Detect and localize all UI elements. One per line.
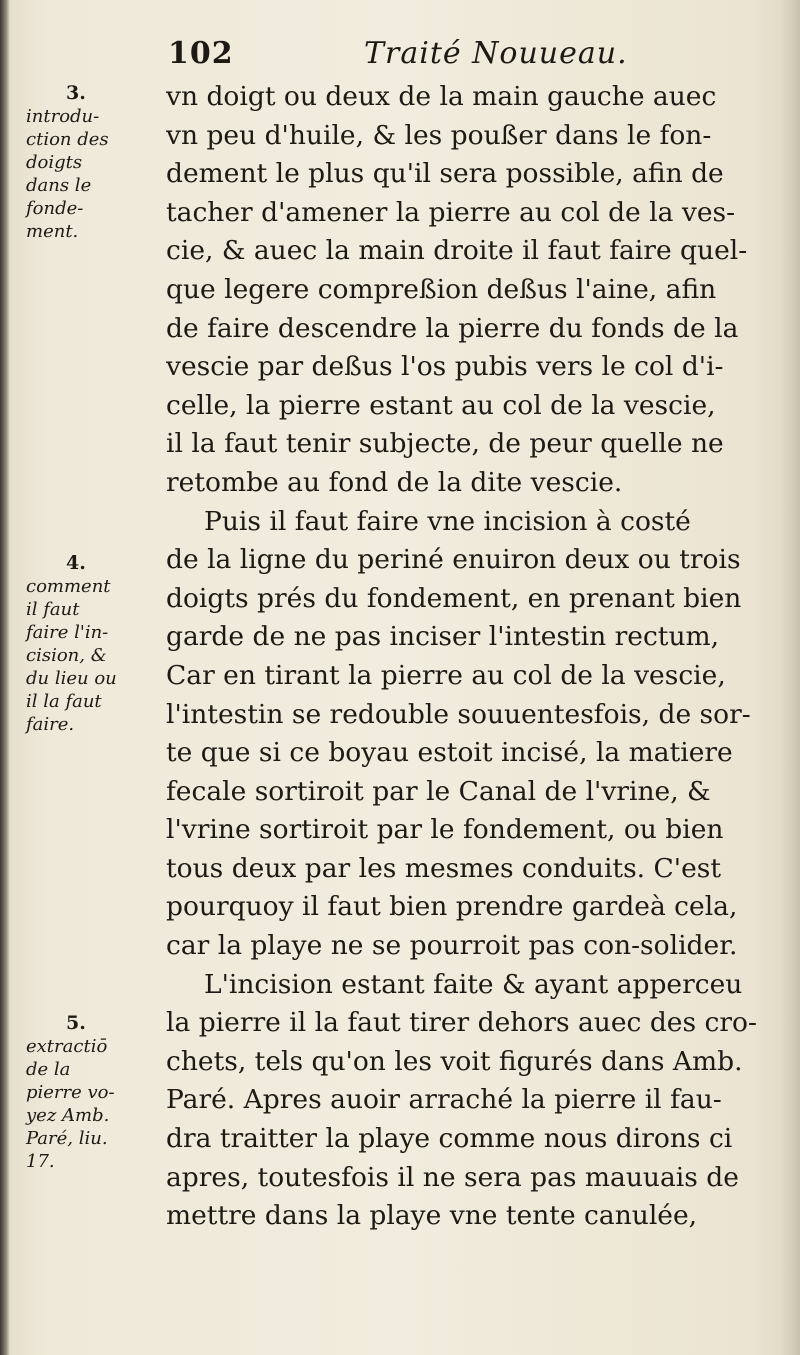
text-line: te que si ce boyau estoit incisé, la matiere xyxy=(166,737,733,769)
page-binding-shadow xyxy=(0,0,10,1355)
text-line: tacher d'amener la pierre au col de la ves- xyxy=(166,196,736,228)
text-line: la pierre il la faut tirer dehors auec des cro- xyxy=(166,1007,757,1039)
text-line: de faire descendre la pierre du fonds de la xyxy=(166,312,739,344)
margin-note-line: pierre vo- xyxy=(26,1082,115,1103)
page-edge xyxy=(782,0,800,1355)
text-line: garde de ne pas inciser l'intestin rectum, xyxy=(166,621,720,653)
text-line: vn doigt ou deux de la main gauche auec xyxy=(166,81,717,112)
text-line: car la playe ne se pourroit pas con-solider. xyxy=(166,930,738,962)
text-line: il la faut tenir subjecte, de peur quelle ne xyxy=(166,428,724,460)
text-line: mettre dans la playe vne tente canulée, xyxy=(166,1200,698,1232)
margin-note-line: ction des xyxy=(26,129,109,150)
margin-note-number: 5. xyxy=(66,1012,86,1034)
margin-note-number: 4. xyxy=(66,552,86,574)
text-line: dement le plus qu'il sera possible, afin de xyxy=(166,158,724,190)
margin-note-line: doigts xyxy=(26,152,83,173)
margin-note-line: faire. xyxy=(26,714,75,735)
text-line: chets, tels qu'on les voit figurés dans Amb. xyxy=(166,1045,743,1077)
margin-note-line: Paré, liu. xyxy=(26,1128,108,1149)
text-line: Car en tirant la pierre au col de la vescie, xyxy=(166,659,726,691)
text-line: dra traitter la playe comme nous dirons ci xyxy=(166,1123,733,1155)
margin-note-4 xyxy=(26,552,166,736)
margin-note-line: fonde- xyxy=(26,198,84,219)
margin-note-line: du lieu ou xyxy=(26,668,117,689)
margin-note-line: 17. xyxy=(26,1151,55,1172)
text-line: l'intestin se redouble souuentesfois, de sor- xyxy=(166,698,751,730)
text-line: Puis il faut faire vne incision à costé xyxy=(204,505,691,537)
body-text xyxy=(166,78,772,1236)
text-line: fecale sortiroit par le Canal de l'vrine, & xyxy=(166,775,711,807)
page-number: 102 xyxy=(168,36,234,71)
page-header xyxy=(168,36,778,76)
text-line: cie, & auec la main droite il faut faire quel- xyxy=(166,235,748,267)
margin-note-line: il la faut xyxy=(26,691,102,712)
text-line: vescie par deßus l'os pubis vers le col d'i- xyxy=(166,351,724,383)
margin-note-line: il faut xyxy=(26,599,80,620)
text-line: l'vrine sortiroit par le fondement, ou bien xyxy=(166,814,724,846)
margin-note-line: introdu- xyxy=(26,106,100,127)
margin-note-line: faire l'in- xyxy=(26,622,109,643)
text-line: retombe au fond de la dite vescie. xyxy=(166,466,623,498)
margin-note-5 xyxy=(26,1012,166,1173)
text-line: doigts prés du fondement, en prenant bien xyxy=(166,582,742,614)
text-line: vn peu d'huile, & les poußer dans le fon- xyxy=(166,119,712,151)
text-line: apres, toutesfois il ne sera pas mauuais de xyxy=(166,1161,739,1193)
text-line: Paré. Apres auoir arraché la pierre il fau- xyxy=(166,1084,722,1116)
margin-note-line: cision, & xyxy=(26,645,107,666)
margin-note-number: 3. xyxy=(66,82,86,104)
margin-note-line: dans le xyxy=(26,175,92,196)
margin-note-3 xyxy=(26,82,166,243)
text-line: celle, la pierre estant au col de la vescie, xyxy=(166,389,716,421)
margin-note-line: comment xyxy=(26,576,111,597)
text-line: que legere compreßion deßus l'aine, afin xyxy=(166,273,717,305)
margin-note-line: extractiō xyxy=(26,1036,108,1057)
text-line: de la ligne du periné enuiron deux ou trois xyxy=(166,544,741,576)
margin-note-line: de la xyxy=(26,1059,71,1080)
text-line: L'incision estant faite & ayant apperceu xyxy=(204,968,743,1000)
margin-note-line: yez Amb. xyxy=(26,1105,110,1126)
running-title: Traité Nouueau. xyxy=(364,36,628,71)
text-line: tous deux par les mesmes conduits. C'est xyxy=(166,852,722,884)
text-line: pourquoy il faut bien prendre gardeà cela, xyxy=(166,891,738,923)
margin-note-line: ment. xyxy=(26,221,79,242)
